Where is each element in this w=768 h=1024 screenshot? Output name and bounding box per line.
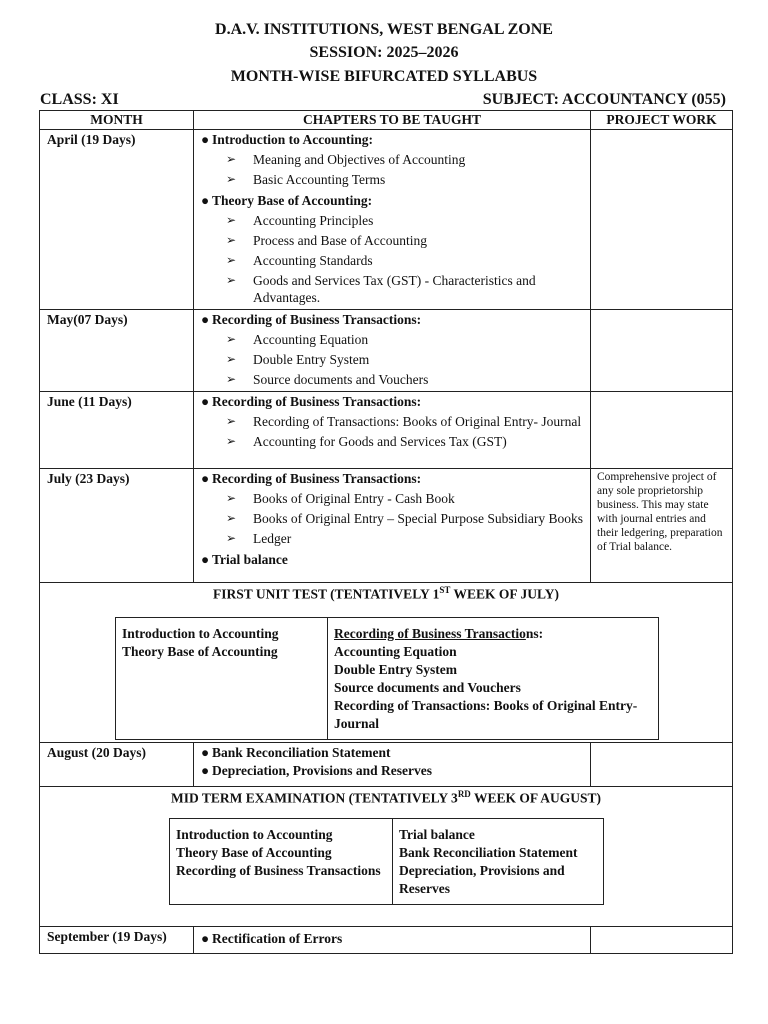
arrow-bullet-icon: ➢ [226, 253, 237, 267]
list-item: Recording of Business Transactions [176, 863, 381, 878]
subtopic-list [201, 331, 590, 388]
bullet-icon: ● [201, 193, 210, 208]
bullet-icon: ● [201, 552, 210, 567]
month-cell: August (20 Days) [40, 742, 194, 786]
topic-heading: ● Bank Reconciliation Statement [201, 744, 391, 760]
table-header-row [40, 111, 733, 130]
list-item: ➢ Process and Base of Accounting [226, 233, 427, 248]
project-cell [591, 130, 733, 310]
unit-test-left-cell [116, 617, 328, 739]
arrow-bullet-icon: ➢ [226, 332, 237, 346]
mid-term-cell [40, 786, 733, 926]
table-row-june [40, 392, 733, 469]
bullet-icon: ● [201, 394, 210, 409]
list-item: ➢ Books of Original Entry - Cash Book [226, 491, 455, 506]
topic-heading: ● Recording of Business Transactions: [201, 394, 422, 409]
list-item: ➢ Goods and Services Tax (GST) - Characteristics and Advantages. [226, 273, 536, 305]
subtopic-list [201, 151, 590, 188]
topic-heading: ● Theory Base of Accounting: [201, 193, 373, 208]
arrow-bullet-icon: ➢ [226, 414, 237, 428]
list-item: Recording of Transactions: Books of Original Entry- Journal [334, 697, 638, 731]
list-item: Trial balance [399, 827, 475, 842]
chapters-cell [194, 469, 591, 583]
bullet-icon: ● [201, 312, 210, 327]
bullet-icon: ● [201, 471, 210, 486]
chapters-cell [194, 130, 591, 310]
list-item: ➢ Accounting for Goods and Services Tax (GST) [226, 434, 507, 449]
list-item: ➢ Basic Accounting Terms [226, 172, 386, 187]
bullet-icon: ● [201, 762, 210, 778]
topic-heading: ● Trial balance [201, 552, 288, 567]
list-item: ➢ Books of Original Entry – Special Purpose Subsidiary Books [226, 511, 583, 526]
topic-heading: ● Rectification of Errors [201, 930, 343, 946]
mid-term-title: MID TERM EXAMINATION (TENTATIVELY 3RD WEEK OF AUGUST) [171, 788, 601, 805]
list-item: Accounting Equation [334, 643, 457, 659]
chapters-cell [194, 392, 591, 469]
arrow-bullet-icon: ➢ [226, 491, 237, 505]
table-row-april [40, 130, 733, 310]
list-item: Depreciation, Provisions and Reserves [399, 863, 565, 896]
chapters-cell [194, 926, 591, 953]
month-cell: June (11 Days) [40, 392, 194, 469]
list-item: ➢ Accounting Standards [226, 253, 373, 268]
arrow-bullet-icon: ➢ [226, 434, 237, 448]
project-cell [591, 926, 733, 953]
subject-label: SUBJECT: ACCOUNTANCY (055) [482, 91, 726, 108]
table-row-may [40, 310, 733, 392]
mid-term-right-cell [393, 819, 604, 905]
class-label: CLASS: XI [40, 91, 119, 108]
topic-heading: ● Recording of Business Transactions: [201, 471, 422, 486]
unit-test-cell [40, 583, 733, 743]
list-item: Double Entry System [334, 661, 458, 677]
arrow-bullet-icon: ➢ [226, 213, 237, 227]
month-cell: July (23 Days) [40, 469, 194, 583]
list-item: Introduction to Accounting [122, 625, 279, 641]
bullet-icon: ● [201, 930, 210, 946]
project-cell [591, 392, 733, 469]
mid-term-row [40, 786, 733, 926]
list-item: Theory Base of Accounting [122, 643, 278, 659]
month-cell: September (19 Days) [40, 926, 194, 953]
list-item: Theory Base of Accounting [176, 845, 332, 860]
month-cell: April (19 Days) [40, 130, 194, 310]
session-title: SESSION: 2025–2026 [309, 44, 459, 61]
arrow-bullet-icon: ➢ [226, 152, 237, 166]
unit-test-title: FIRST UNIT TEST (TENTATIVELY 1ST WEEK OF JULY) [212, 585, 559, 602]
class-subject-row [40, 91, 726, 109]
topic-heading: ● Introduction to Accounting: [201, 132, 374, 147]
list-item: ➢ Meaning and Objectives of Accounting [226, 152, 466, 167]
list-item: ➢ Accounting Equation [226, 332, 369, 347]
unit-test-right-cell [328, 617, 659, 739]
arrow-bullet-icon: ➢ [226, 531, 237, 545]
list-item: ➢ Ledger [226, 531, 292, 546]
list-item: Source documents and Vouchers [334, 679, 521, 695]
project-cell [591, 310, 733, 392]
subtopic-list [201, 212, 590, 306]
list-item: ➢ Double Entry System [226, 352, 370, 367]
list-item: ➢ Recording of Transactions: Books of Original Entry- Journal [226, 414, 582, 429]
mid-term-left-cell [170, 819, 393, 905]
chapters-column-header: CHAPTERS TO BE TAUGHT [194, 111, 591, 130]
arrow-bullet-icon: ➢ [226, 352, 237, 366]
list-item: Bank Reconciliation Statement [399, 845, 578, 860]
arrow-bullet-icon: ➢ [226, 273, 237, 287]
unit-test-row [40, 583, 733, 743]
arrow-bullet-icon: ➢ [226, 172, 237, 186]
table-row-july [40, 469, 733, 583]
unit-test-syllabus-table [115, 617, 659, 740]
project-cell [591, 742, 733, 786]
institution-title: D.A.V. INSTITUTIONS, WEST BENGAL ZONE [215, 21, 553, 38]
list-item: ➢ Accounting Principles [226, 213, 374, 228]
month-column-header: MONTH [40, 111, 194, 130]
chapters-cell [194, 742, 591, 786]
project-column-header: PROJECT WORK [591, 111, 733, 130]
table-row-august [40, 742, 733, 786]
syllabus-table [39, 110, 733, 954]
mid-term-syllabus-table [169, 818, 604, 905]
bullet-icon: ● [201, 132, 210, 147]
unit-test-right-heading: Recording of Business Transactions: [334, 625, 544, 641]
arrow-bullet-icon: ➢ [226, 233, 237, 247]
table-row-september [40, 926, 733, 953]
topic-heading: ● Recording of Business Transactions: [201, 312, 422, 327]
arrow-bullet-icon: ➢ [226, 511, 237, 525]
subtopic-list [201, 413, 590, 450]
arrow-bullet-icon: ➢ [226, 372, 237, 386]
topic-heading: ● Depreciation, Provisions and Reserves [201, 762, 432, 778]
list-item: Introduction to Accounting [176, 827, 333, 842]
month-cell: May(07 Days) [40, 310, 194, 392]
chapters-cell [194, 310, 591, 392]
syllabus-title: MONTH-WISE BIFURCATED SYLLABUS [230, 68, 538, 85]
list-item: ➢ Source documents and Vouchers [226, 372, 429, 387]
bullet-icon: ● [201, 744, 210, 760]
subtopic-list [201, 490, 590, 547]
project-cell: Comprehensive project of any sole proprietorship business. This may state with journal entries and their ledgering, preparation of Trial balance. [591, 469, 733, 583]
